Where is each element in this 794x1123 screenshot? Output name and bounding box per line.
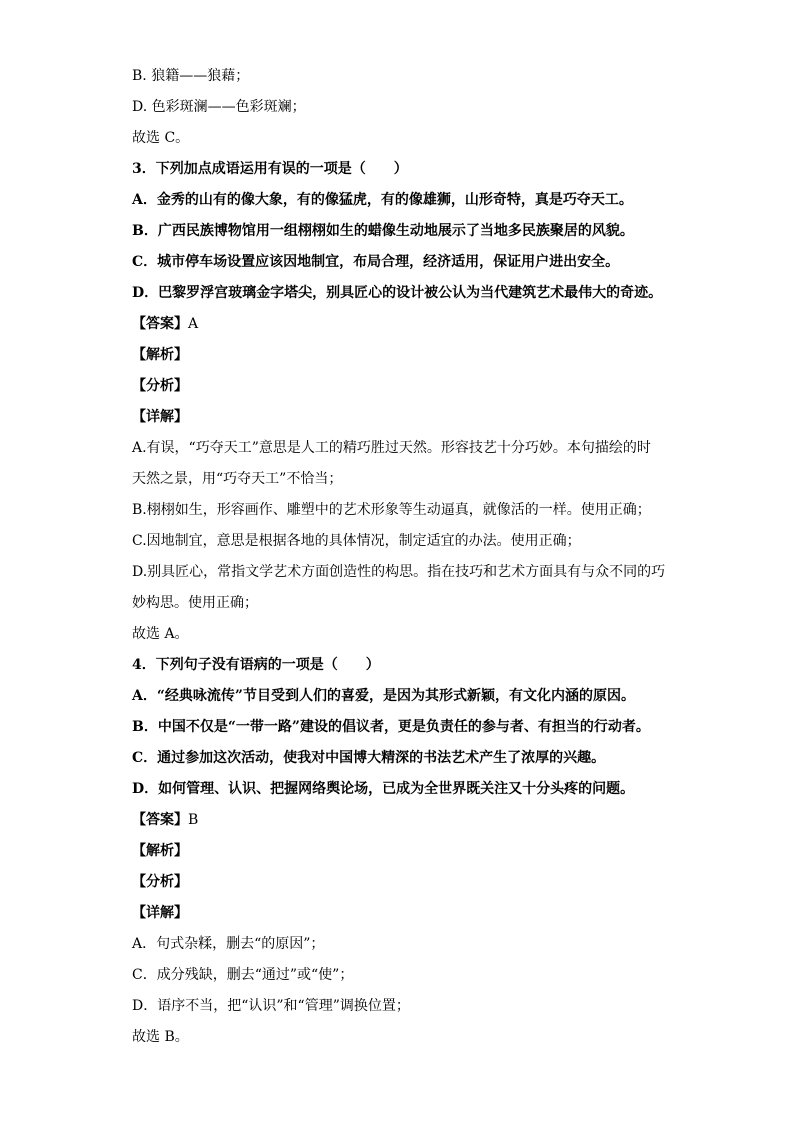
explanation-line: 妙构思。使用正确；: [132, 595, 258, 611]
answer-label: 【答案】: [132, 812, 188, 828]
answer-label: 【答案】: [132, 316, 188, 332]
question-4-stem: 4．下列句子没有语病的一项是（ ）: [132, 657, 380, 673]
explanation-line: D.别具匠心，常指文学艺术方面创造性的构思。指在技巧和艺术方面具有与众不同的巧: [132, 564, 666, 580]
question-3-option-d: D．巴黎罗浮宫玻璃金字塔尖，别具匠心的设计被公认为当代建筑艺术最伟大的奇迹。: [132, 285, 663, 301]
explanation-line: C．成分残缺，删去“通过”或“使”；: [132, 967, 354, 983]
answer-4: [132, 810, 198, 830]
answer-value: A: [188, 316, 199, 332]
explanation-line: B.栩栩如生，形容画作、雕塑中的艺术形象等生动逼真，就像活的一样。使用正确；: [132, 502, 651, 518]
question-4-option-c: C．通过参加这次活动，使我对中国博大精深的书法艺术产生了浓厚的兴趣。: [132, 750, 606, 766]
breakdown-heading: 【分析】: [132, 874, 188, 890]
answer-3: [132, 314, 198, 334]
text-line: B. 狼籍——狼藉；: [132, 68, 250, 84]
explanation-line: A．句式杂糅，删去“的原因”；: [132, 936, 325, 952]
explanation-line: 故选 B。: [132, 1029, 189, 1045]
breakdown-heading: 【分析】: [132, 378, 188, 394]
detail-heading: 【详解】: [132, 905, 188, 921]
explanation-line: D．语序不当，把“认识”和“管理”调换位置；: [132, 998, 410, 1014]
question-3-option-a: A．金秀的山有的像大象，有的像猛虎，有的像雄狮，山形奇特，真是巧夺天工。: [132, 192, 633, 208]
explanation-line: C.因地制宜，意思是根据各地的具体情况，制定适宜的办法。使用正确；: [132, 533, 581, 549]
question-4-option-a: A．“经典咏流传”节目受到人们的喜爱，是因为其形式新颖，有文化内涵的原因。: [132, 688, 635, 704]
question-3-stem: 3．下列加点成语运用有误的一项是（ ）: [132, 161, 408, 177]
explanation-line: 故选 A。: [132, 626, 189, 642]
question-3-option-c: C．城市停车场设置应该因地制宜，布局合理，经济适用，保证用户进出安全。: [132, 254, 620, 270]
question-4-option-b: B．中国不仅是“一带一路”建设的倡议者，更是负责任的参与者、有担当的行动者。: [132, 719, 650, 735]
text-line: D. 色彩斑澜——色彩斑斓；: [132, 99, 306, 115]
question-3-option-b: B．广西民族博物馆用一组栩栩如生的蜡像生动地展示了当地多民族聚居的风貌。: [132, 223, 634, 239]
analysis-heading: 【解析】: [132, 347, 188, 363]
explanation-line: A.有误，“巧夺天工”意思是人工的精巧胜过天然。形容技艺十分巧妙。本句描绘的时: [132, 440, 651, 456]
answer-value: B: [188, 812, 199, 828]
detail-heading: 【详解】: [132, 409, 188, 425]
explanation-line: 天然之景，用“巧夺天工”不恰当；: [132, 471, 343, 487]
question-4-option-d: D．如何管理、认识、把握网络舆论场，已成为全世界既关注又十分头疼的问题。: [132, 781, 635, 797]
analysis-heading: 【解析】: [132, 843, 188, 859]
text-line: 故选 C。: [132, 130, 190, 146]
